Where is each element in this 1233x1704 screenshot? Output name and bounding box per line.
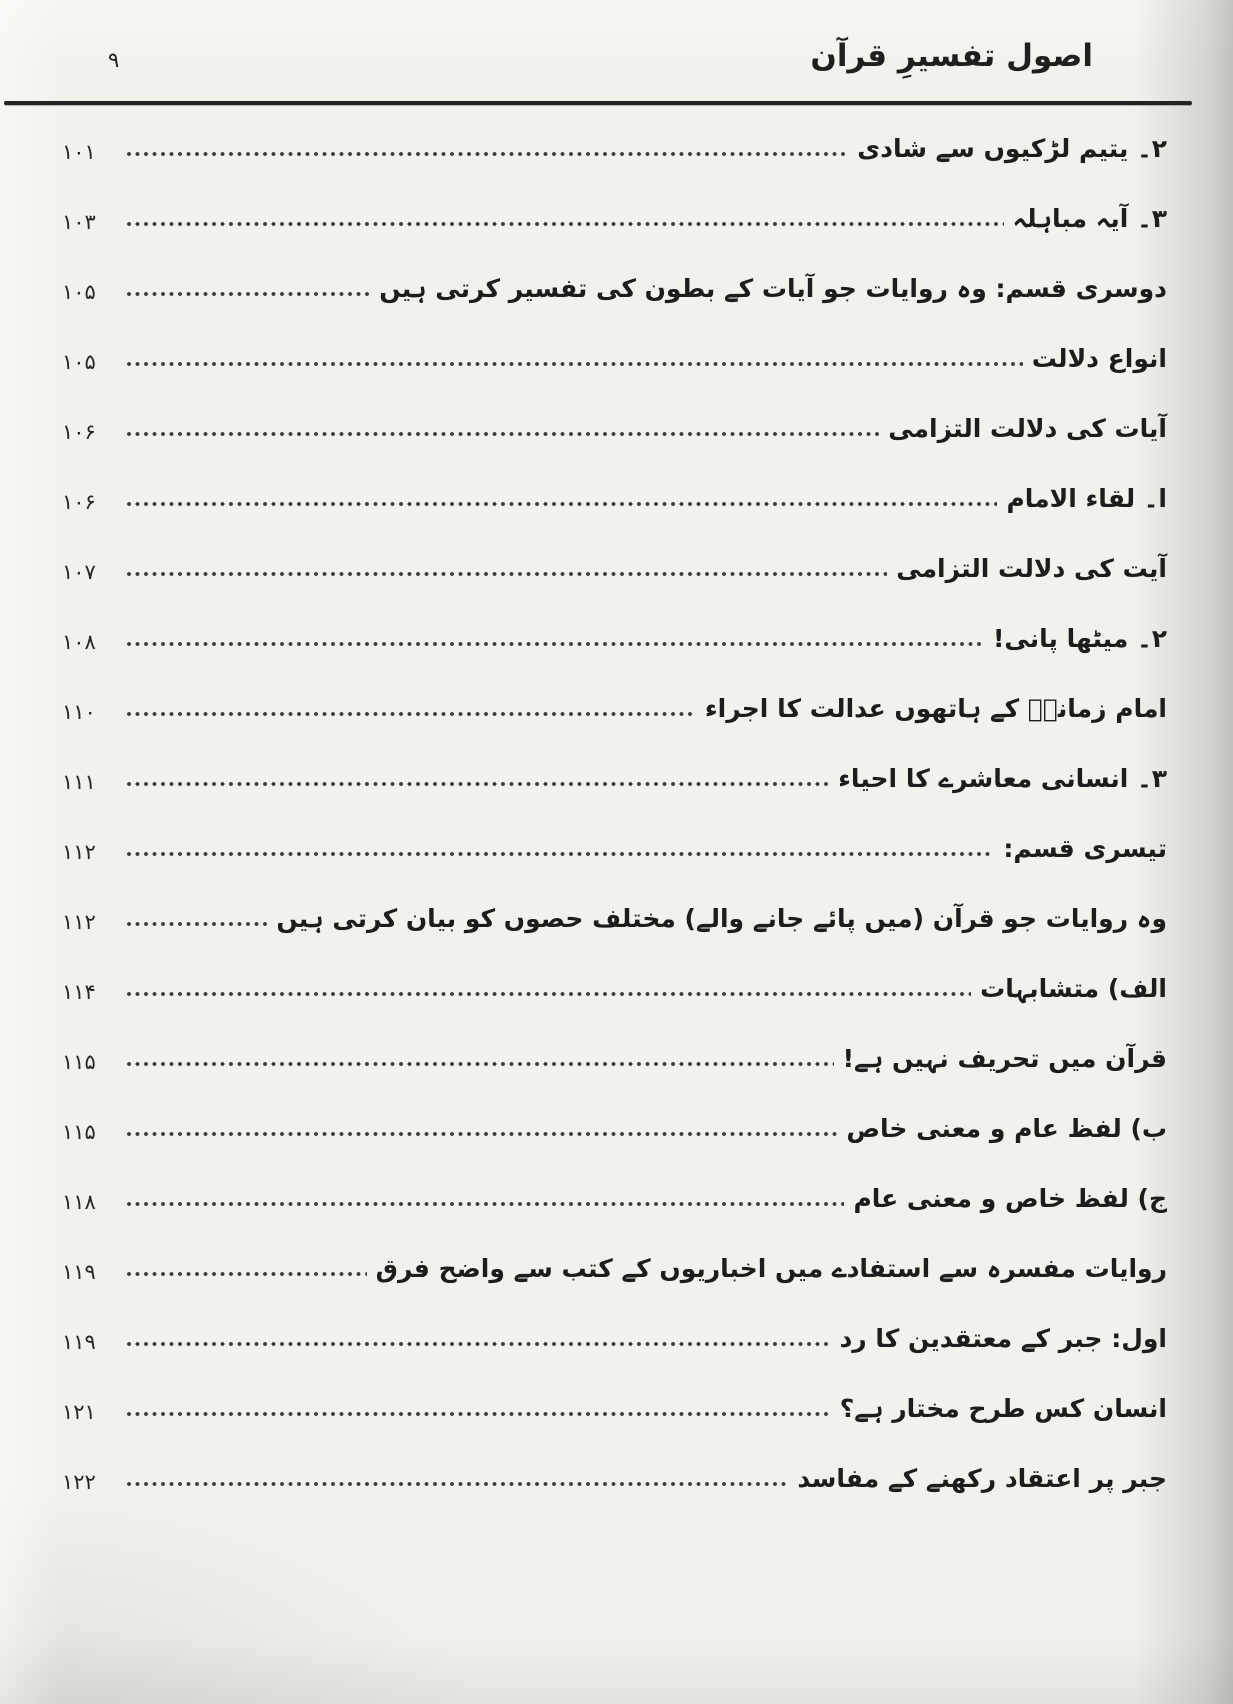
toc-entry-title: قرآن میں تحریف نہیں ہے! xyxy=(842,1043,1167,1073)
toc-entry xyxy=(62,730,1167,800)
toc-entry-title: اول: جبر کے معتقدین کا رد xyxy=(839,1323,1167,1353)
toc-entry xyxy=(62,1010,1167,1080)
toc-entry-page-number: ۱۱۴ xyxy=(62,980,96,1004)
toc-entry xyxy=(62,1080,1167,1150)
toc-entry-title: ۳۔ آیہ مباہلہ xyxy=(1012,203,1167,233)
toc-entry-title: ب) لفظ عام و معنی خاص xyxy=(846,1113,1167,1143)
dotted-leader xyxy=(125,780,829,788)
book-title: اصول تفسیرِ قرآن xyxy=(810,38,1093,74)
toc-entry-page-number: ۱۱۲ xyxy=(62,910,96,934)
dotted-leader xyxy=(125,290,370,298)
toc-entry-title: امام زمانہؑ کے ہاتھوں عدالت کا اجراء xyxy=(704,693,1167,723)
toc-entry-page-number: ۱۰۱ xyxy=(62,140,96,164)
toc-entry xyxy=(62,240,1167,310)
toc-entry-page-number: ۱۰۶ xyxy=(62,420,96,444)
toc-entry xyxy=(62,170,1167,240)
dotted-leader xyxy=(125,150,848,158)
toc-entry-page-number: ۱۰۸ xyxy=(62,630,96,654)
toc-entry xyxy=(62,1220,1167,1290)
toc-entry-title: آیت کی دلالت التزامی xyxy=(896,553,1167,583)
toc-entry xyxy=(62,800,1167,870)
toc-entry-title: جبر پر اعتقاد رکھنے کے مفاسد xyxy=(797,1463,1167,1493)
toc-entry-page-number: ۱۱۲ xyxy=(62,840,96,864)
toc-entry xyxy=(62,1290,1167,1360)
toc-entry xyxy=(62,1150,1167,1220)
toc-entry-page-number: ۱۰۳ xyxy=(62,210,96,234)
toc-entry-page-number: ۱۱۵ xyxy=(62,1120,96,1144)
page-number: ۹ xyxy=(108,48,120,72)
dotted-leader xyxy=(125,850,994,858)
toc-entry-page-number: ۱۰۵ xyxy=(62,280,96,304)
toc-entry-title: ۲۔ یتیم لڑکیوں سے شادی xyxy=(857,133,1167,163)
toc-entry-page-number: ۱۰۷ xyxy=(62,560,96,584)
toc-entry-title: ۳۔ انسانی معاشرے کا احیاء xyxy=(838,763,1167,793)
toc-entry xyxy=(62,520,1167,590)
dotted-leader xyxy=(125,220,1004,228)
toc-entry-title: ا۔ لقاء الامام xyxy=(1006,483,1167,513)
toc-entry xyxy=(62,310,1167,380)
dotted-leader xyxy=(125,360,1023,368)
toc-entry-title: آیات کی دلالت التزامی xyxy=(888,413,1167,443)
toc-entry xyxy=(62,450,1167,520)
page-header xyxy=(0,0,1233,110)
toc-entry xyxy=(62,1430,1167,1500)
toc-entry xyxy=(62,940,1167,1010)
toc-entry-title: تیسری قسم: xyxy=(1003,833,1167,863)
toc-entry-title: وہ روایات جو قرآن (میں پائے جانے والے) مختلف حصوں کو بیان کرتی ہیں xyxy=(276,903,1167,933)
toc-entry xyxy=(62,590,1167,660)
dotted-leader xyxy=(125,1130,837,1138)
toc-entry xyxy=(62,660,1167,730)
toc-entry-page-number: ۱۱۸ xyxy=(62,1190,96,1214)
toc-entry-page-number: ۱۱۰ xyxy=(62,700,96,724)
toc-list xyxy=(62,100,1167,1500)
toc-entry-title: روایات مفسرہ سے استفادے میں اخباریوں کے کتب سے واضح فرق xyxy=(375,1253,1167,1283)
toc-entry-page-number: ۱۰۵ xyxy=(62,350,96,374)
toc-entry-page-number: ۱۲۲ xyxy=(62,1470,96,1494)
dotted-leader xyxy=(125,1340,830,1348)
toc-entry xyxy=(62,380,1167,450)
dotted-leader xyxy=(125,500,997,508)
dotted-leader xyxy=(125,920,267,928)
toc-entry-page-number: ۱۲۱ xyxy=(62,1400,96,1424)
dotted-leader xyxy=(125,710,696,718)
dotted-leader xyxy=(125,640,984,648)
toc-entry-page-number: ۱۱۵ xyxy=(62,1050,96,1074)
toc-entry-title: ۲۔ میٹھا پانی! xyxy=(993,623,1167,653)
toc-entry-page-number: ۱۱۹ xyxy=(62,1330,96,1354)
dotted-leader xyxy=(125,1200,844,1208)
toc-entry xyxy=(62,870,1167,940)
toc-entry-title: دوسری قسم: وہ روایات جو آیات کے بطون کی تفسیر کرتی ہیں xyxy=(379,273,1167,303)
toc-entry xyxy=(62,100,1167,170)
toc-entry-title: انواع دلالت xyxy=(1031,343,1167,373)
toc-entry-page-number: ۱۰۶ xyxy=(62,490,96,514)
toc-entry xyxy=(62,1360,1167,1430)
dotted-leader xyxy=(125,570,887,578)
toc-entry-title: الف) متشابہات xyxy=(980,973,1167,1003)
dotted-leader xyxy=(125,1060,834,1068)
dotted-leader xyxy=(125,990,971,998)
toc-entry-page-number: ۱۱۹ xyxy=(62,1260,96,1284)
toc-entry-title: انسان کس طرح مختار ہے؟ xyxy=(839,1393,1167,1423)
dotted-leader xyxy=(125,1480,788,1488)
toc-entry-title: ج) لفظ خاص و معنی عام xyxy=(853,1183,1167,1213)
toc-entry-page-number: ۱۱۱ xyxy=(62,770,96,794)
dotted-leader xyxy=(125,1270,367,1278)
dotted-leader xyxy=(125,1410,831,1418)
dotted-leader xyxy=(125,430,879,438)
